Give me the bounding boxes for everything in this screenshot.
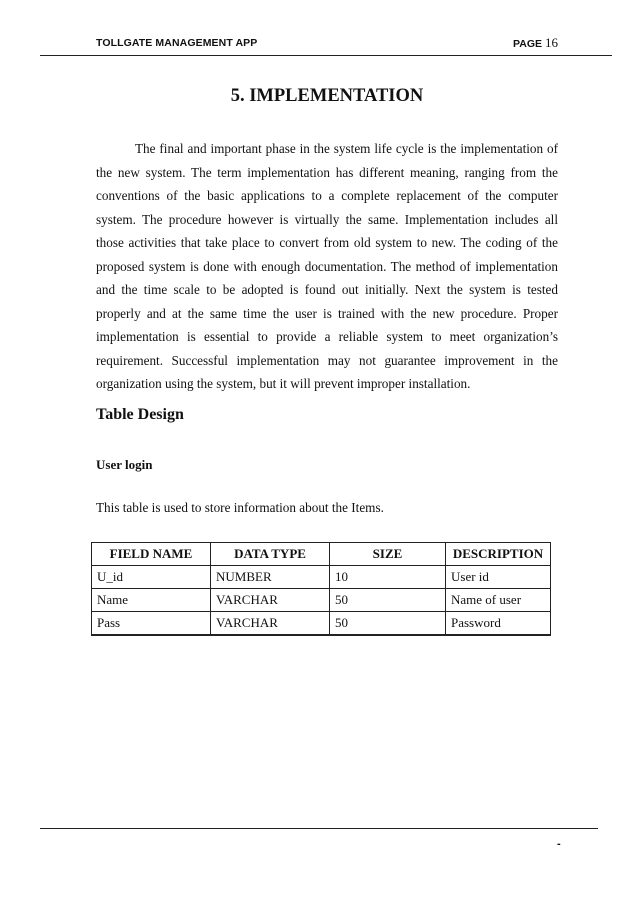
table-description: This table is used to store information about the Items. [96, 500, 384, 515]
table-cell: User id [446, 566, 551, 589]
table-cell: NUMBER [211, 566, 330, 589]
table-cell: Pass [92, 612, 211, 636]
table-cell: Password [446, 612, 551, 636]
footer-mark: - [557, 838, 561, 850]
chapter-title: 5. IMPLEMENTATION [230, 86, 424, 106]
subheading: User login [96, 457, 153, 472]
table-row [92, 612, 551, 636]
column-header: DESCRIPTION [446, 543, 551, 566]
column-header: DATA TYPE [211, 543, 330, 566]
header-divider [40, 55, 612, 56]
app-title: TOLLGATE MANAGEMENT APP [96, 37, 258, 49]
table-cell: 50 [330, 612, 446, 636]
footer-divider [40, 828, 598, 829]
column-header: FIELD NAME [92, 543, 211, 566]
table-cell: 10 [330, 566, 446, 589]
table-row [92, 566, 551, 589]
body-paragraph: The final and important phase in the system life cycle is the implementation of the new system. The term implementation has different meaning, ranging from the conventions of the basic applications to a complete replacement of the computer system. The procedure however is virtually the same. Implementation includes all those activities that take place to convert from old system to new. The coding of the proposed system is done with enough documentation. The method of implementation and the time scale to be adopted is found out initially. Next the system is tested properly and at the same time the user is trained with the new procedure. Proper implementation is essential to provide a reliable system to meet organization’s requirement. Successful implementation may not guarantee improvement in the organization using the system, but it will prevent improper installation. [96, 141, 558, 391]
column-header: SIZE [330, 543, 446, 566]
user-login-table [91, 542, 551, 636]
page-header [96, 37, 558, 53]
table-cell: Name [92, 589, 211, 612]
table-header-row [92, 543, 551, 566]
table-cell: VARCHAR [211, 612, 330, 636]
table-cell: Name of user [446, 589, 551, 612]
table-row [92, 589, 551, 612]
table-cell: U_id [92, 566, 211, 589]
page-number: 16 [545, 35, 558, 50]
table-cell: VARCHAR [211, 589, 330, 612]
page-label: PAGE [513, 38, 542, 50]
page-number-block [513, 35, 558, 51]
table-cell: 50 [330, 589, 446, 612]
section-heading: Table Design [96, 406, 184, 423]
